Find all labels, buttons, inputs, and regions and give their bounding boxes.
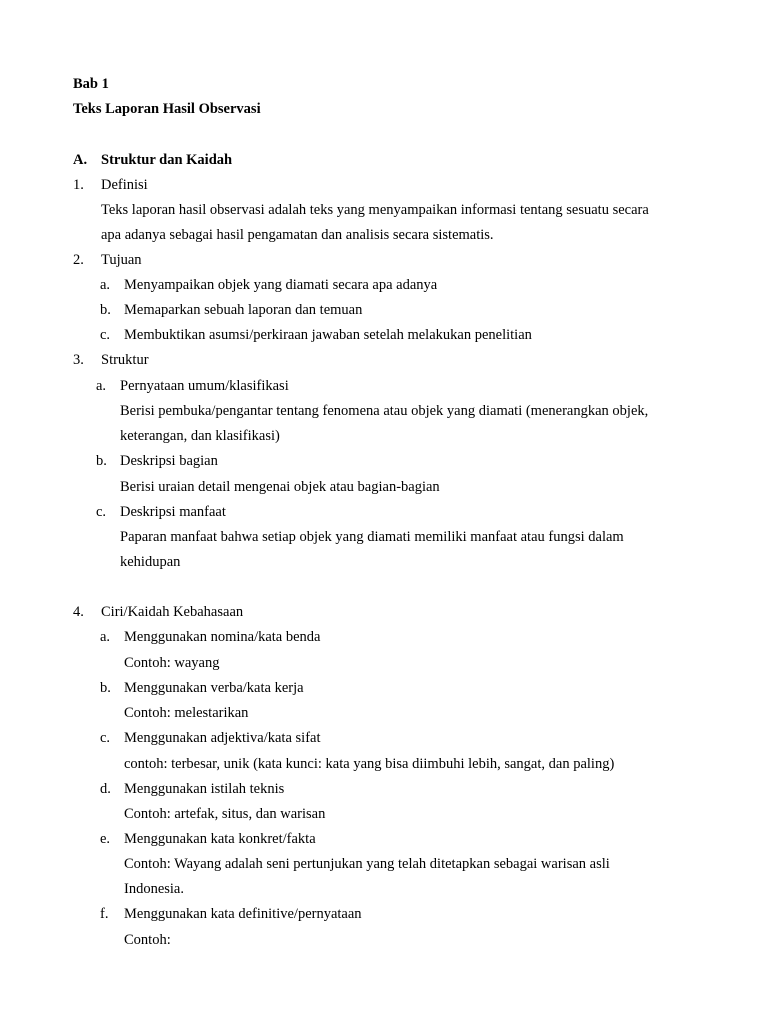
item-2-point-b-text: Memaparkan sebuah laporan dan temuan xyxy=(124,302,363,318)
item-2-point-c-text: Membuktikan asumsi/perkiraan jawaban setelah melakukan penelitian xyxy=(124,327,532,343)
item-4-point-d-example: Contoh: artefak, situs, dan warisan xyxy=(124,806,326,822)
item-2-point-a-text: Menyampaikan objek yang diamati secara apa adanya xyxy=(124,277,438,293)
item-4-point-e-example: Contoh: Wayang adalah seni pertunjukan yang telah ditetapkan sebagai warisan asli xyxy=(124,856,610,872)
item-3-point-a-body-line-1: Berisi pembuka/pengantar tentang fenomena atau objek yang diamati (menerangkan objek, xyxy=(120,403,649,419)
item-1-number: 1. xyxy=(73,177,84,193)
item-1-body-line-2: apa adanya sebagai hasil pengamatan dan analisis secara sistematis. xyxy=(101,227,494,243)
item-4-title: Ciri/Kaidah Kebahasaan xyxy=(101,604,244,620)
item-3-point-b-text: Deskripsi bagian xyxy=(120,453,218,469)
item-2-title: Tujuan xyxy=(101,252,142,268)
item-3-point-b-marker: b. xyxy=(96,453,107,469)
item-4-point-d-marker: d. xyxy=(100,781,111,797)
item-3-point-a-marker: a. xyxy=(96,378,107,394)
item-4-point-f-text: Menggunakan kata definitive/pernyataan xyxy=(124,906,362,922)
item-4-point-a-marker: a. xyxy=(100,629,111,645)
item-4-point-b-text: Menggunakan verba/kata kerja xyxy=(124,680,304,696)
item-2-point-a-marker: a. xyxy=(100,277,111,293)
item-3-point-c-body-line-1: Paparan manfaat bahwa setiap objek yang diamati memiliki manfaat atau fungsi dalam xyxy=(120,529,624,545)
item-3-point-c-body-line-2: kehidupan xyxy=(120,554,181,570)
item-4-point-e-text: Menggunakan kata konkret/fakta xyxy=(124,831,316,847)
item-4-point-c-example: contoh: terbesar, unik (kata kunci: kata yang bisa diimbuhi lebih, sangat, dan paling) xyxy=(124,756,615,772)
section-a-title: Struktur dan Kaidah xyxy=(101,152,233,168)
item-3-point-c-text: Deskripsi manfaat xyxy=(120,504,226,520)
item-3-number: 3. xyxy=(73,352,84,368)
item-3-point-a-text: Pernyataan umum/klasifikasi xyxy=(120,378,289,394)
item-4-point-a-text: Menggunakan nomina/kata benda xyxy=(124,629,321,645)
item-4-point-b-marker: b. xyxy=(100,680,111,696)
item-3-point-a-body-line-2: keterangan, dan klasifikasi) xyxy=(120,428,280,444)
item-4-point-f-example: Contoh: xyxy=(124,932,171,948)
item-3-point-c-marker: c. xyxy=(96,504,107,520)
item-2-number: 2. xyxy=(73,252,84,268)
item-1-title: Definisi xyxy=(101,177,148,193)
chapter-label: Bab 1 xyxy=(73,76,109,92)
item-2-point-c-marker: c. xyxy=(100,327,111,343)
item-4-point-b-example: Contoh: melestarikan xyxy=(124,705,249,721)
item-3-title: Struktur xyxy=(101,352,149,368)
item-4-point-c-marker: c. xyxy=(100,730,111,746)
item-4-point-a-example: Contoh: wayang xyxy=(124,655,220,671)
document-title: Teks Laporan Hasil Observasi xyxy=(73,101,261,117)
item-4-number: 4. xyxy=(73,604,84,620)
item-4-point-e-example-line-2: Indonesia. xyxy=(124,881,184,897)
item-2-point-b-marker: b. xyxy=(100,302,111,318)
item-3-point-b-body-line-1: Berisi uraian detail mengenai objek atau bagian-bagian xyxy=(120,479,440,495)
section-a-marker: A. xyxy=(73,152,88,168)
item-4-point-e-marker: e. xyxy=(100,831,111,847)
item-4-point-c-text: Menggunakan adjektiva/kata sifat xyxy=(124,730,321,746)
item-1-body-line-1: Teks laporan hasil observasi adalah teks yang menyampaikan informasi tentang sesuatu secara xyxy=(101,202,649,218)
item-4-point-d-text: Menggunakan istilah teknis xyxy=(124,781,285,797)
item-4-point-f-marker: f. xyxy=(100,906,109,922)
